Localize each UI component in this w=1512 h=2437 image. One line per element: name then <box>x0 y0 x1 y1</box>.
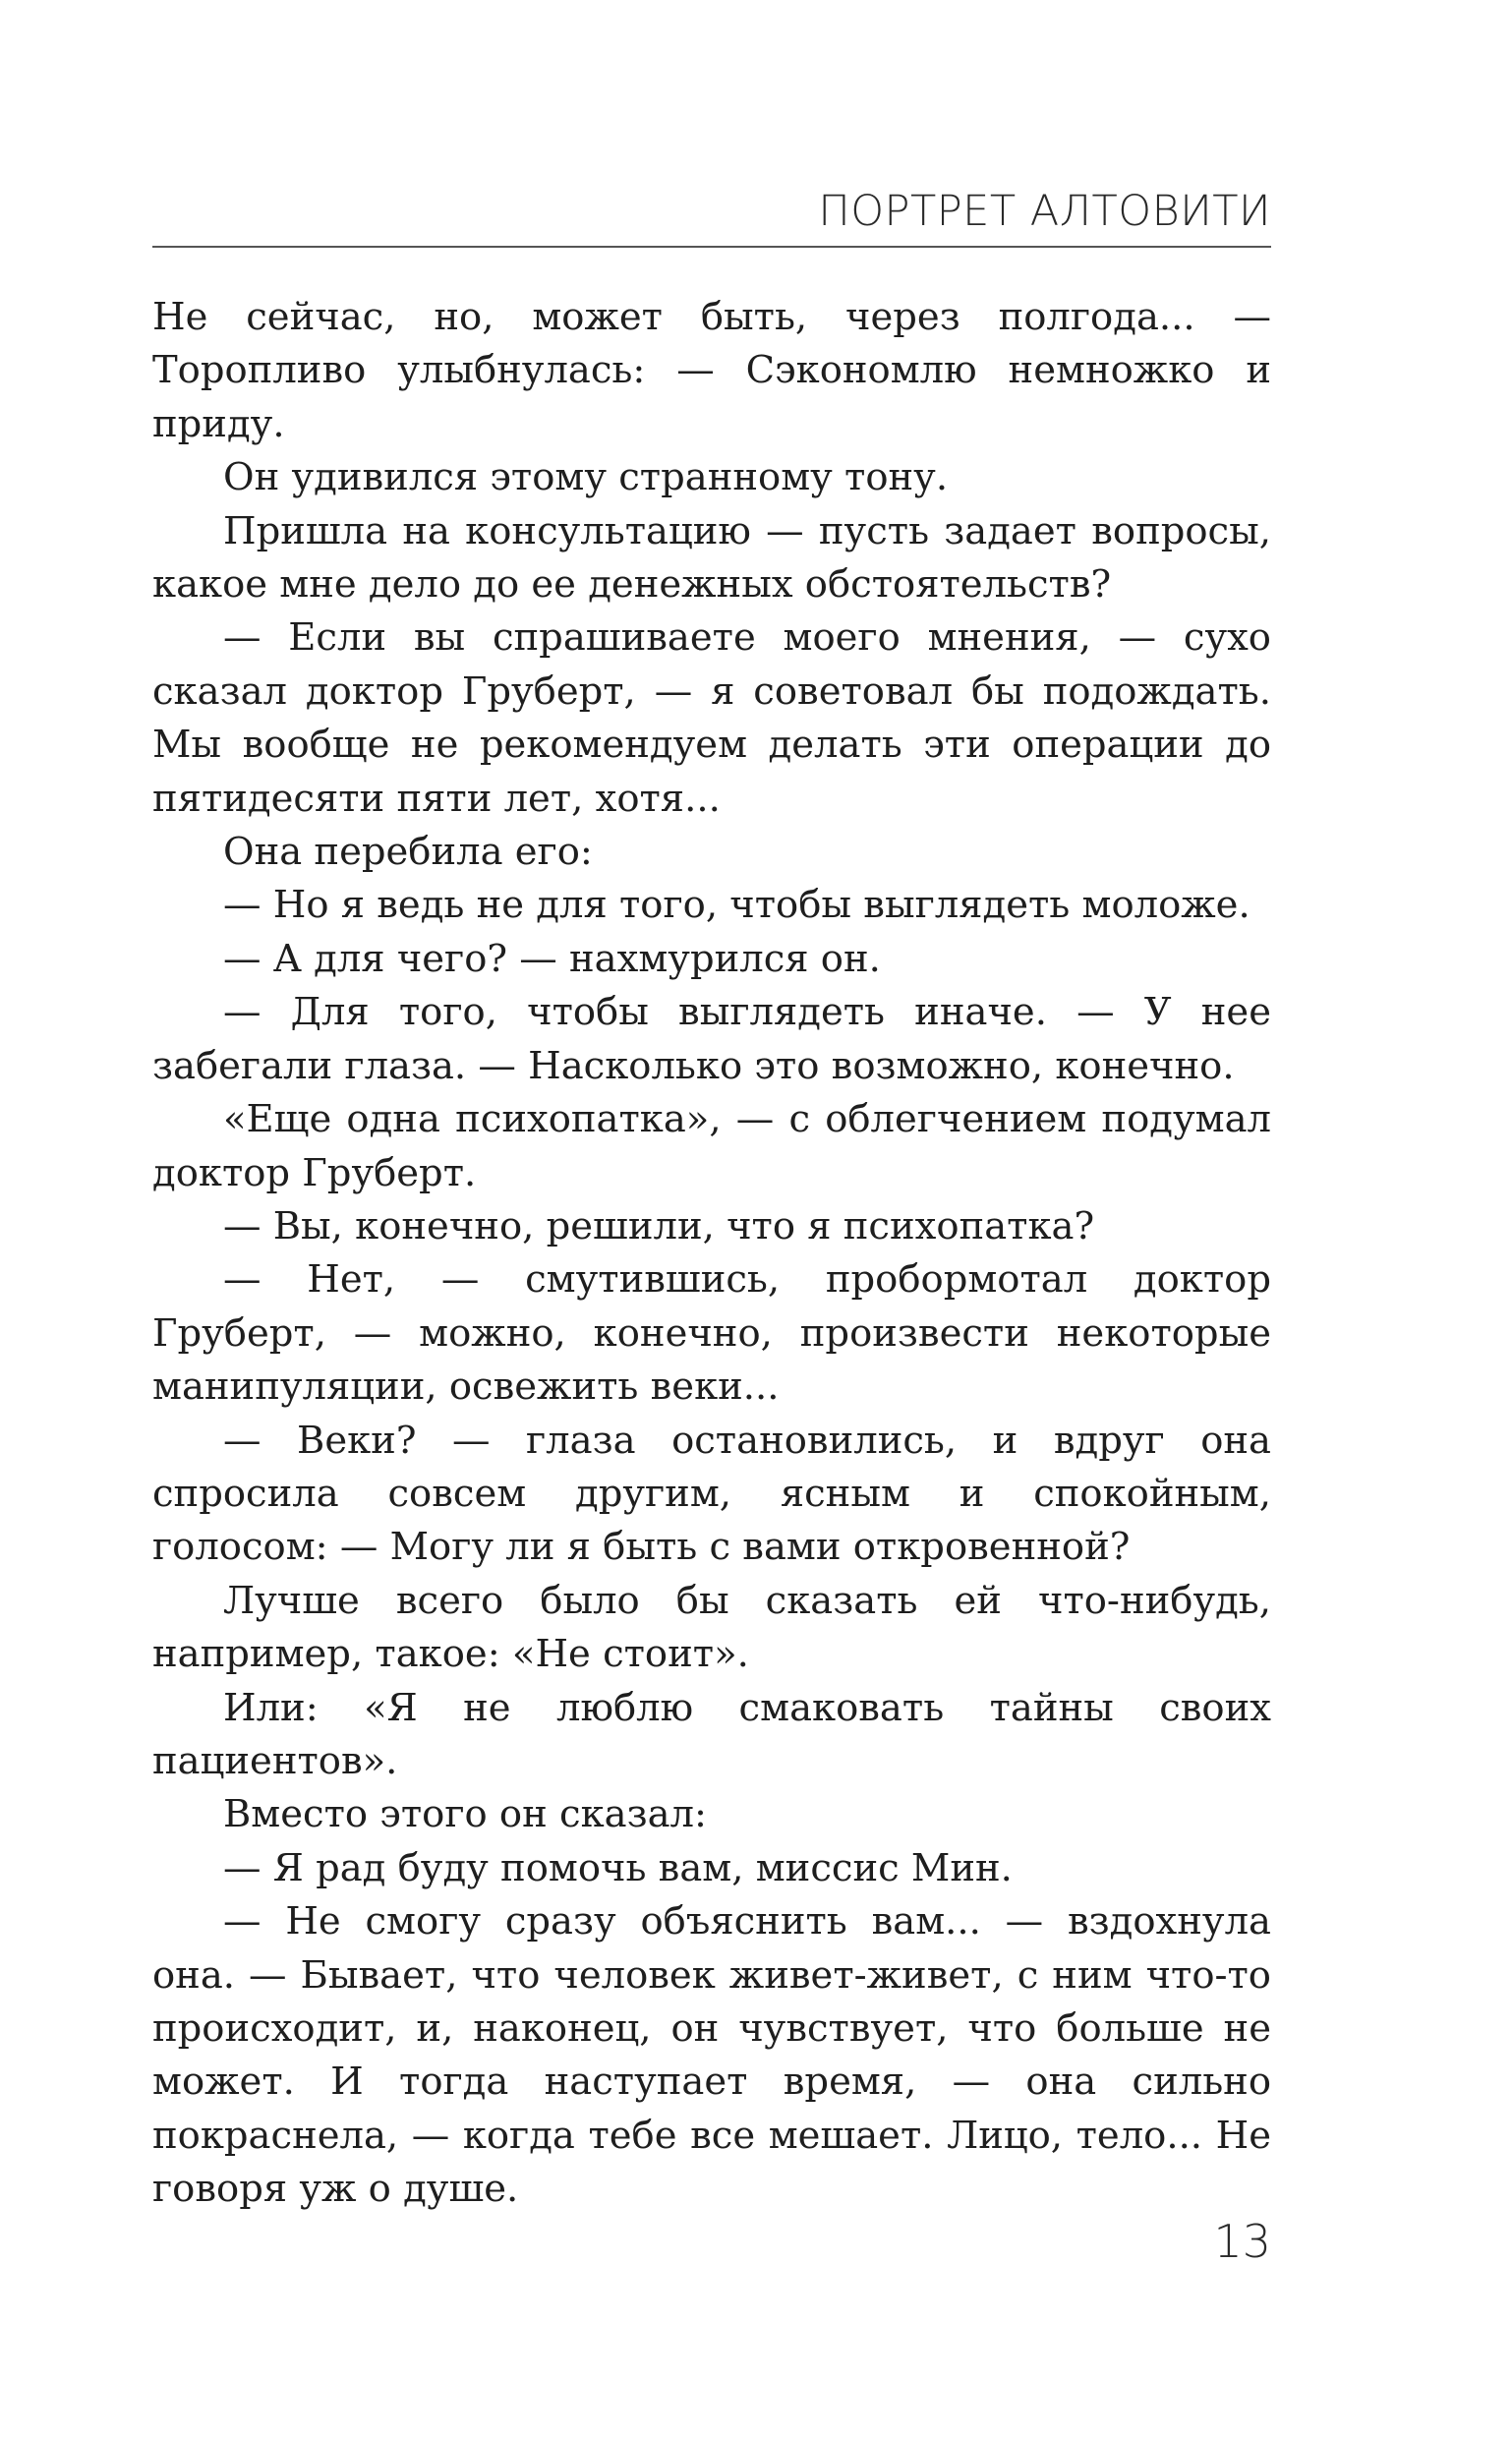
paragraph: «Еще одна психопатка», — с облегчением подумал доктор Груберт. <box>152 1097 1271 1195</box>
paragraph: Лучше всего было бы сказать ей что-нибудь, например, такое: «Не стоит». <box>152 1578 1271 1677</box>
paragraph: — Веки? — глаза остановились, и вдруг она спросила совсем другим, ясным и спокойным, голосом: — Могу ли я быть с вами откровенной? <box>152 1418 1271 1570</box>
body-text <box>152 291 1271 2217</box>
paragraph: — Но я ведь не для того, чтобы выглядеть моложе. <box>223 883 1250 928</box>
paragraph: Он удивился этому странному тону. <box>223 455 949 500</box>
page-number: 13 <box>1213 2215 1271 2268</box>
paragraph: Пришла на консультацию — пусть задает вопросы, какое мне дело до ее денежных обстоятельств? <box>152 508 1271 608</box>
paragraph: — Я рад буду помочь вам, миссис Мин. <box>223 1845 1013 1890</box>
paragraph: — А для чего? — нахмурился он. <box>223 936 881 981</box>
paragraph: — Если вы спрашиваете моего мнения, — сухо сказал доктор Груберт, — я советовал бы подождать. Мы вообще не рекомендуем делать эти операции до пятидесяти пяти лет, хотя... <box>152 615 1271 821</box>
running-header: ПОРТРЕТ АЛТОВИТИ <box>818 187 1271 236</box>
paragraph: Не сейчас, но, может быть, через полгода... — Торопливо улыбнулась: — Сэкономлю немножко и приду. <box>152 295 1271 446</box>
paragraph: — Для того, чтобы выглядеть иначе. — У нее забегали глаза. — Насколько это возможно, конечно. <box>152 990 1271 1088</box>
paragraph: Она перебила его: <box>223 830 593 875</box>
paragraph: Вместо этого он сказал: <box>223 1792 707 1837</box>
paragraph: — Нет, — смутившись, пробормотал доктор Груберт, — можно, конечно, произвести некоторые манипуляции, освежить веки... <box>152 1257 1271 1410</box>
paragraph: Или: «Я не люблю смаковать тайны своих пациентов». <box>152 1685 1271 1783</box>
paragraph: — Не смогу сразу объяснить вам... — вздохнула она. — Бывает, что человек живет-живет, с ним что-то происходит, и, наконец, он чувствует, что больше не может. И тогда наступает время, — она сильно покраснела, — когда тебе все мешает. Лицо, тело... Не говоря уж о душе. <box>152 1899 1271 2212</box>
header-rule <box>152 246 1271 248</box>
paragraph: — Вы, конечно, решили, что я психопатка? <box>223 1203 1095 1248</box>
